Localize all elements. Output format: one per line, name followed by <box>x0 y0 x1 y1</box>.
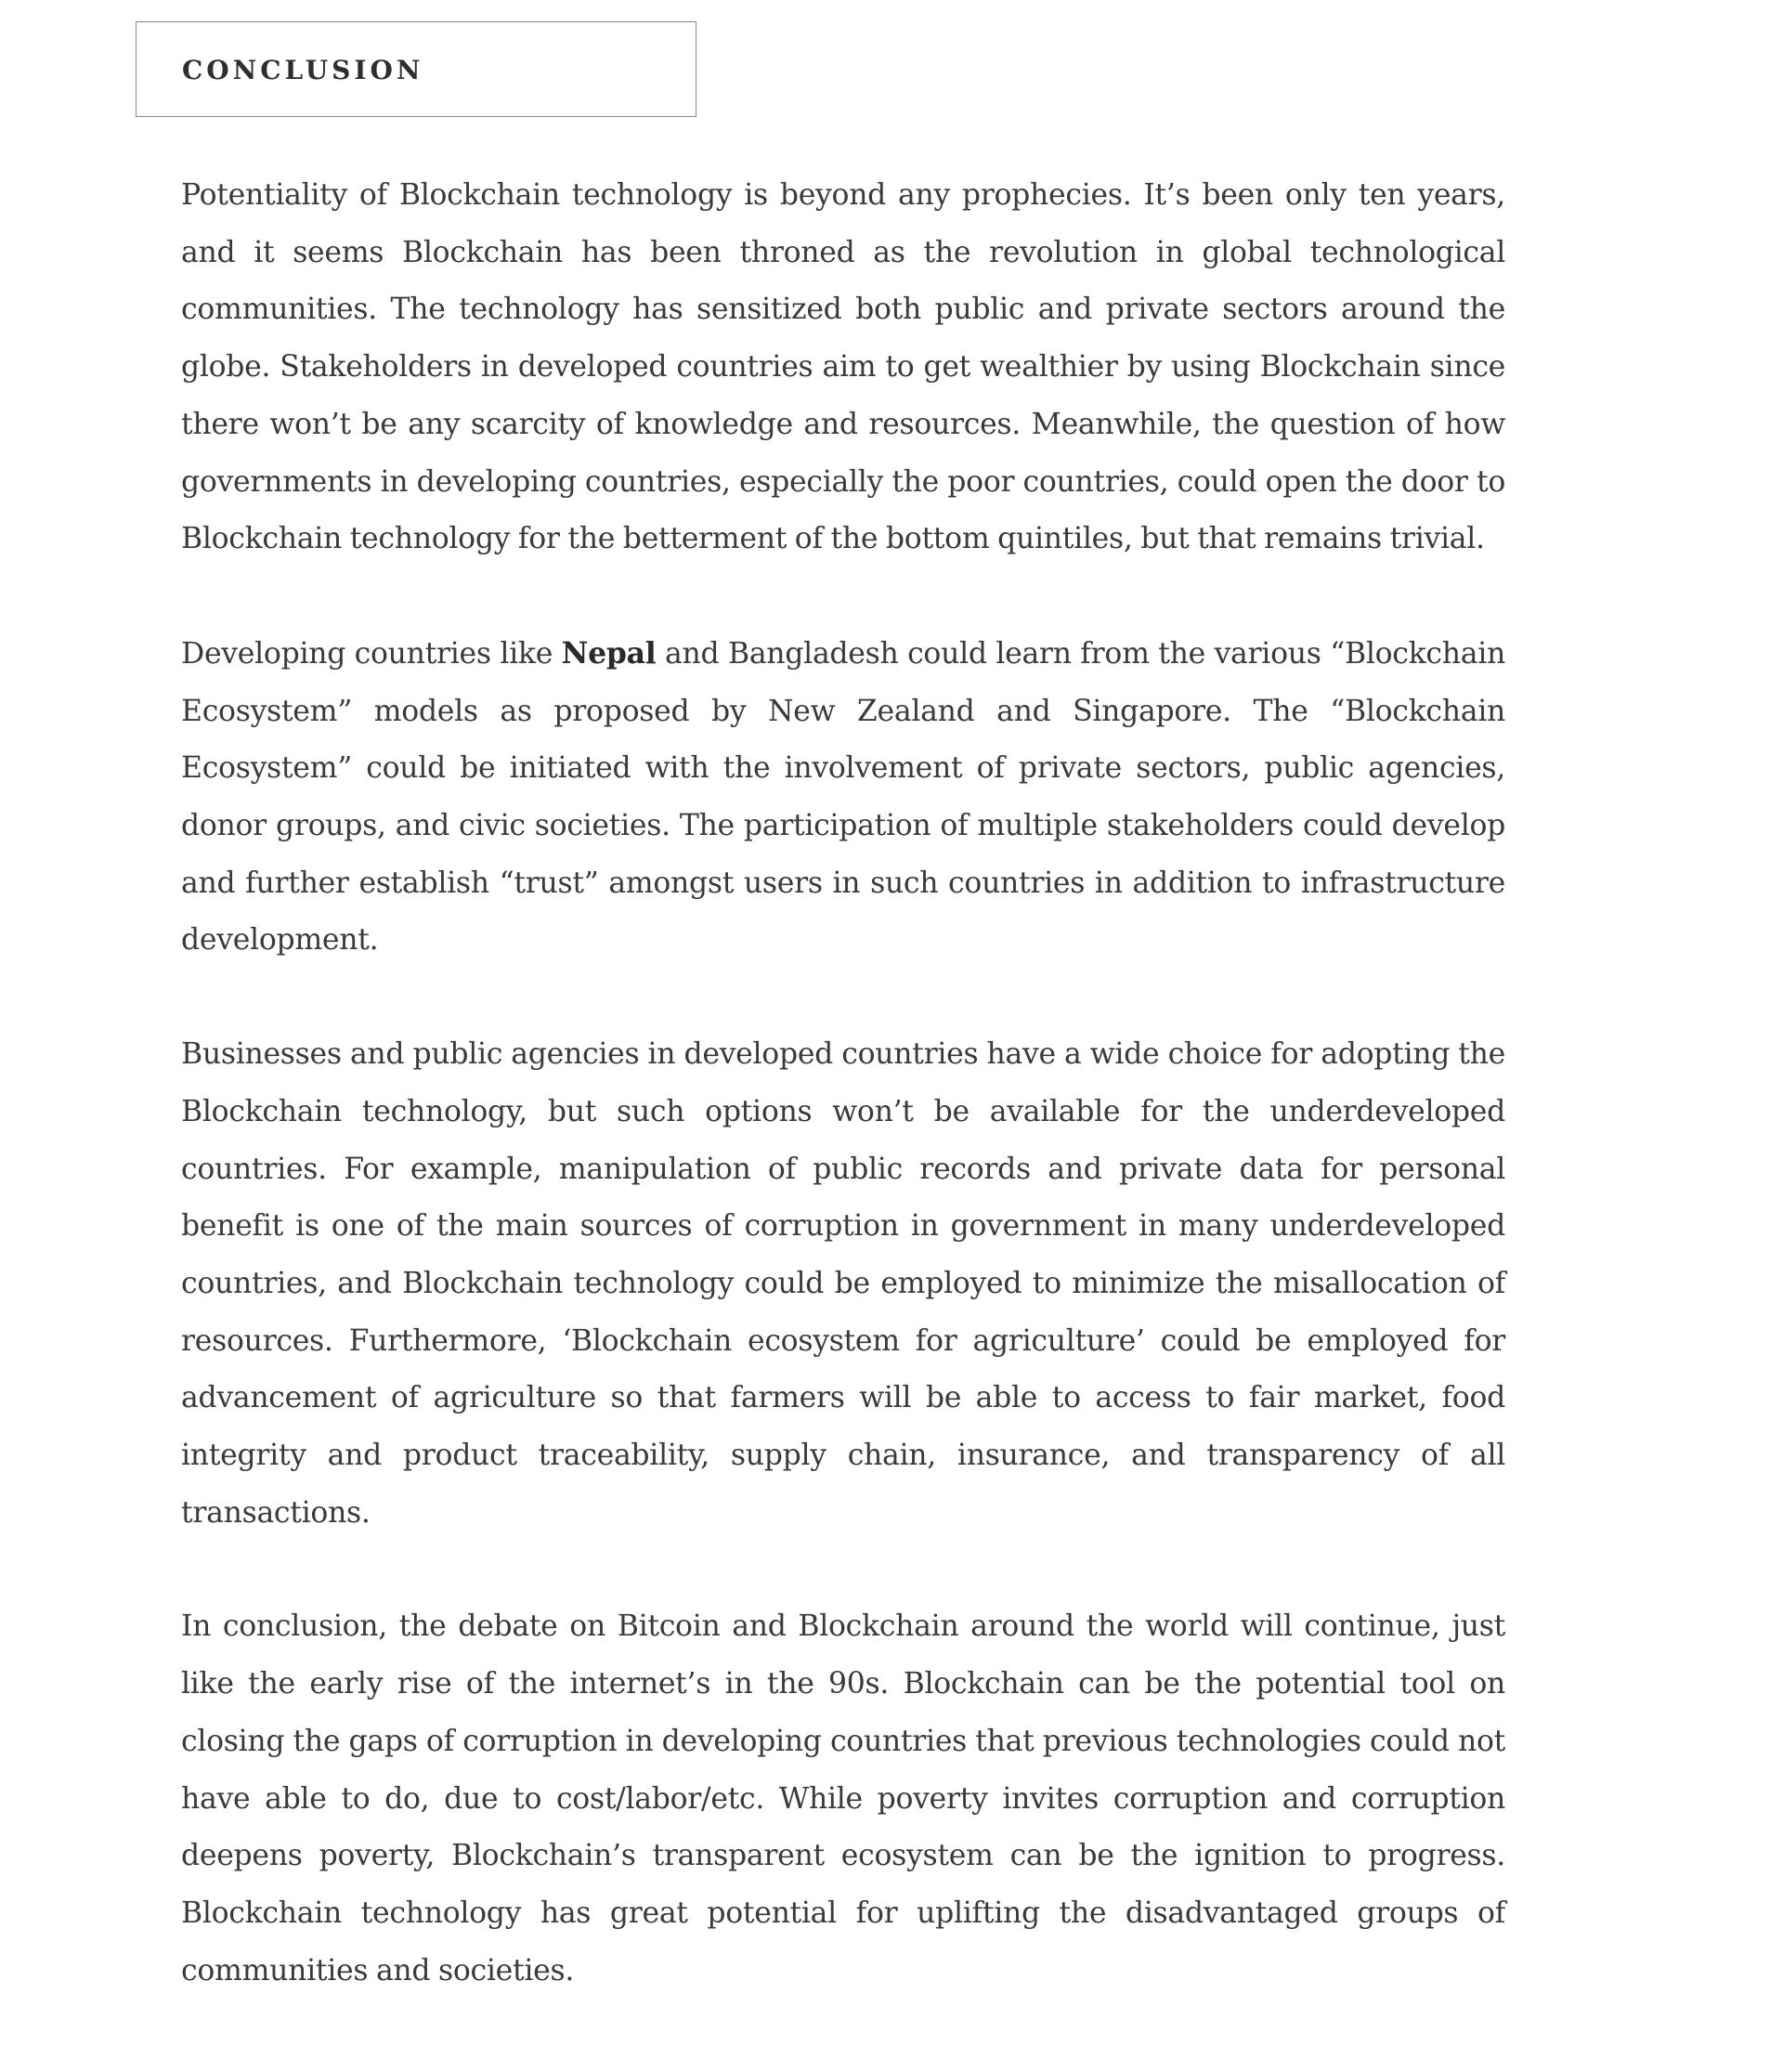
paragraph-3: Businesses and public agencies in developed countries have a wide choice for adopting the Blockchain technology, but such options won’t be available for the underdeveloped countries. For example, manipulation of public records and private data for personal benefit is one of the main sources of corruption in government in many underdeveloped countries, and Blockchain technology could be employed to minimize the misallocation of resources. Furthermore, ‘Blockchain ecosystem for agriculture’ could be employed for advancement of agriculture so that farmers will be able to access to fair market, food integrity and product traceability, supply chain, insurance, and transparency of all transactions. <box>181 1037 1505 1530</box>
section-heading-box <box>136 21 696 117</box>
paragraph-4: In conclusion, the debate on Bitcoin and Blockchain around the world will continue, just like the early rise of the internet’s in the 90s. Blockchain can be the potential tool on closing the gaps of corruption in developing countries that previous technologies could not have able to do, due to cost/labor/etc. While poverty invites corruption and corruption deepens poverty, Blockchain’s transparent ecosystem can be the ignition to progress. Blockchain technology has great potential for uplifting the disadvantaged groups of communities and societies. <box>181 1609 1505 1987</box>
paragraph-2-lead: Developing countries like <box>181 636 562 671</box>
section-heading: CONCLUSION <box>182 55 424 85</box>
paragraph-1: Potentiality of Blockchain technology is beyond any prophecies. It’s been only ten years, and it seems Blockchain has been throned as the revolution in global technological communities. The technology has sensitized both public and private sectors around the globe. Stakeholders in developed countries aim to get wealthier by using Blockchain since there won’t be any scarcity of knowledge and resources. Meanwhile, the question of how governments in developing countries, especially the poor countries, could open the door to Blockchain technology for the betterment of the bottom quintiles, but that remains trivial. <box>181 178 1505 556</box>
paragraph-2-rest: and Bangladesh could learn from the various “Blockchain Ecosystem” models as proposed by New Zealand and Singapore. The “Blockchain Ecosystem” could be initiated with the involvement of private sectors, public agencies, donor groups, and civic societies. The participation of multiple stakeholders could develop and further establish “trust” amongst users in such countries in addition to infrastructure development. <box>181 636 1505 958</box>
article-body <box>181 167 1505 2000</box>
paragraph-2 <box>181 625 1505 970</box>
bold-term-nepal: Nepal <box>561 635 657 671</box>
